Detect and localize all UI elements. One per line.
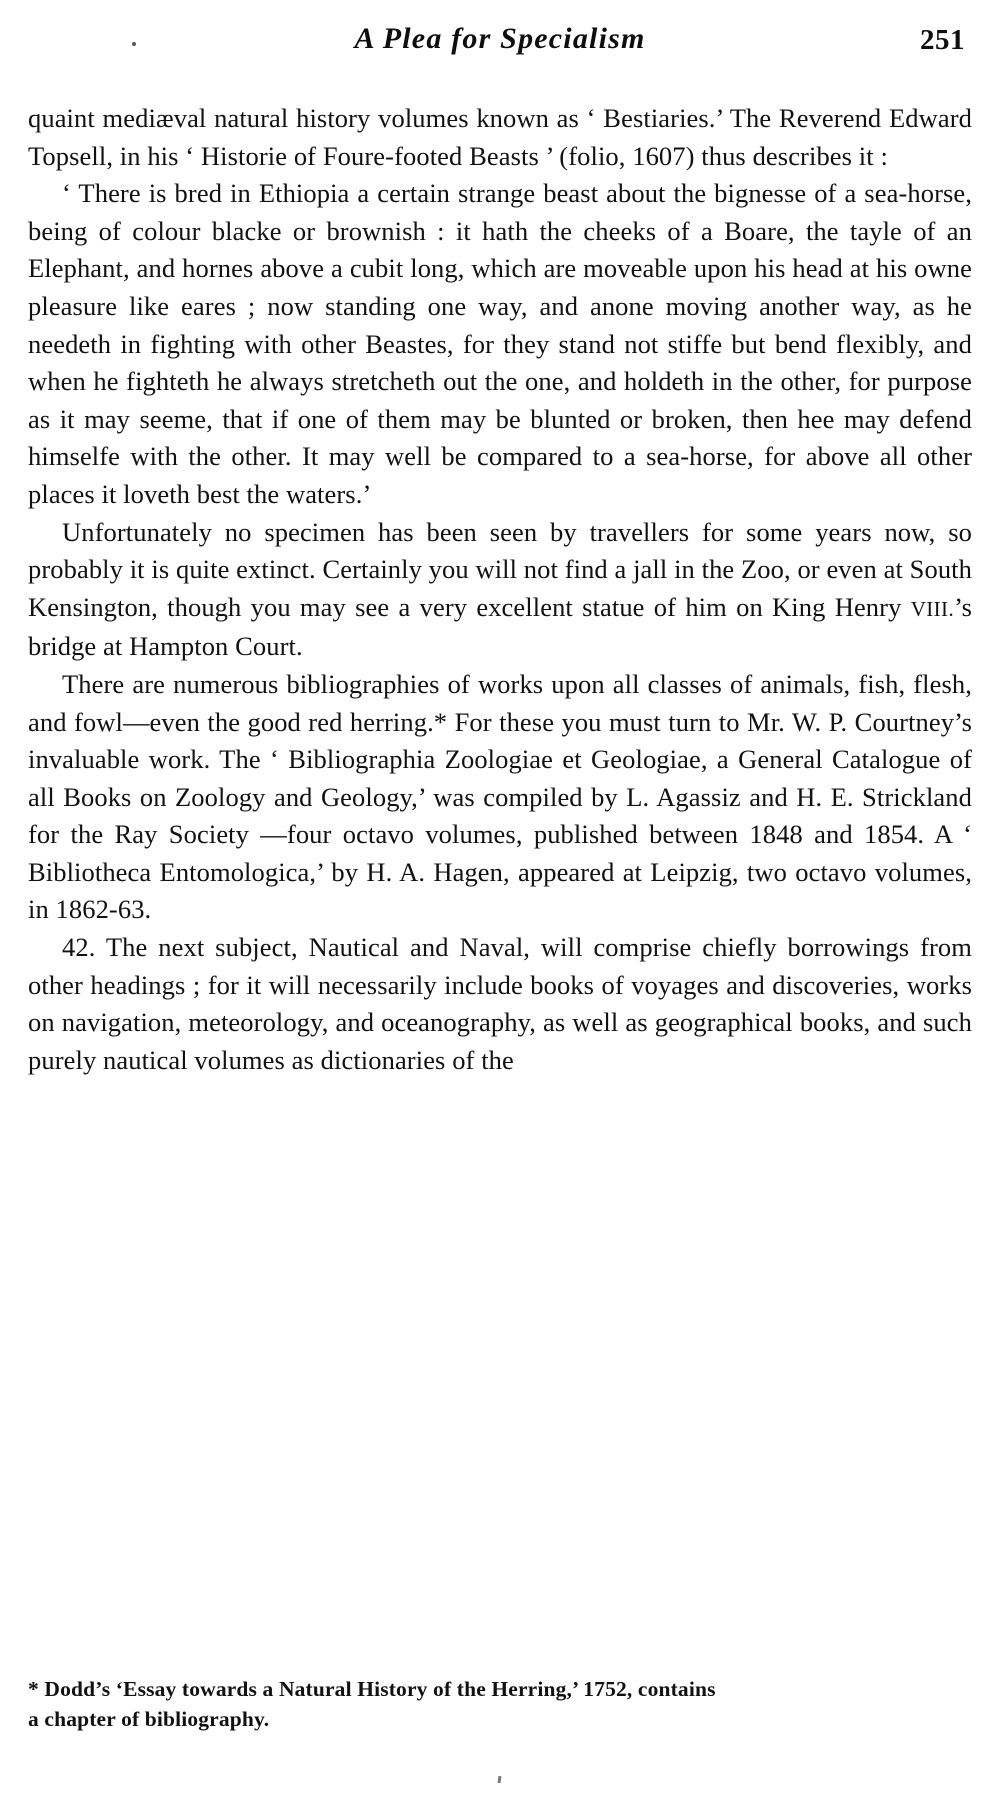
paragraph-1: quaint mediæval natural history volumes known as ‘ Bestiaries.’ The Reverend Edward Topsell, in his ‘ Historie of Foure-footed Beasts ’ (folio, 1607) thus describes it : — [28, 103, 972, 171]
running-head — [0, 22, 1000, 74]
page-number: 251 — [920, 24, 965, 56]
body-text-column — [28, 100, 972, 1079]
paragraph-2-quotation: ‘ There is bred in Ethiopia a certain strange beast about the bignesse of a sea-horse, being of colour blacke or brownish : it hath the cheeks of a Boare, the tayle of an Elephant, and hornes above a cubit long, which are moveable upon his head at his owne pleasure like eares ; now standing one way, and anone moving another way, as he needeth in fighting with other Beastes, for they stand not stiffe but bend flexibly, and when he fighteth he always stretcheth out the one, and holdeth in the other, for purpose as it may seeme, that if one of them may be blunted or broken, then hee may defend himselfe with the other. It may well be compared to a sea-horse, for above all other places it loveth best the waters.’ — [28, 178, 972, 509]
page-title: A Plea for Specialism — [354, 22, 646, 55]
footnote-block — [28, 1674, 972, 1734]
footnote-line-1: * Dodd’s ‘Essay towards a Natural History of the Herring,’ 1752, contains — [28, 1677, 716, 1701]
paragraph-4: There are numerous bibliographies of works upon all classes of animals, fish, flesh, and fowl—even the good red herring.* For these you must turn to Mr. W. P. Courtney’s invaluable work. The ‘ Bibliographia Zoologiae et Geologiae, a General Catalogue of all Books on Zoology and Geology,’ was compiled by L. Agassiz and H. E. Strickland for the Ray Society —four octavo volumes, published between 1848 and 1854. A ‘ Bibliotheca Entomologica,’ by H. A. Hagen, appeared at Leipzig, two octavo volumes, in 1862-63. — [28, 668, 972, 925]
paragraph-3-tail: ’s bridge at Hampton Court. — [28, 591, 972, 662]
paragraph-3 — [28, 514, 972, 666]
page-bottom-speck — [498, 1776, 502, 1783]
footnote-line-2: a chapter of bibliography. — [28, 1707, 270, 1731]
paragraph-3-text: Unfortunately no specimen has been seen by travellers for some years now, so probably it is quite extinct. Certainly you will not find a jall in the Zoo, or even at South Kensington, though you may see a very excellent statue of him on King Henry — [28, 516, 972, 622]
small-caps-regnal-number: VIII. — [910, 596, 955, 621]
paragraph-5: 42. The next subject, Nautical and Naval, will comprise chiefly borrowings from other headings ; for it will necessarily include books of voyages and discoveries, works on navigation, meteorology, and oceanography, as well as geographical books, and such purely nautical volumes as dictionaries of the — [28, 932, 972, 1075]
